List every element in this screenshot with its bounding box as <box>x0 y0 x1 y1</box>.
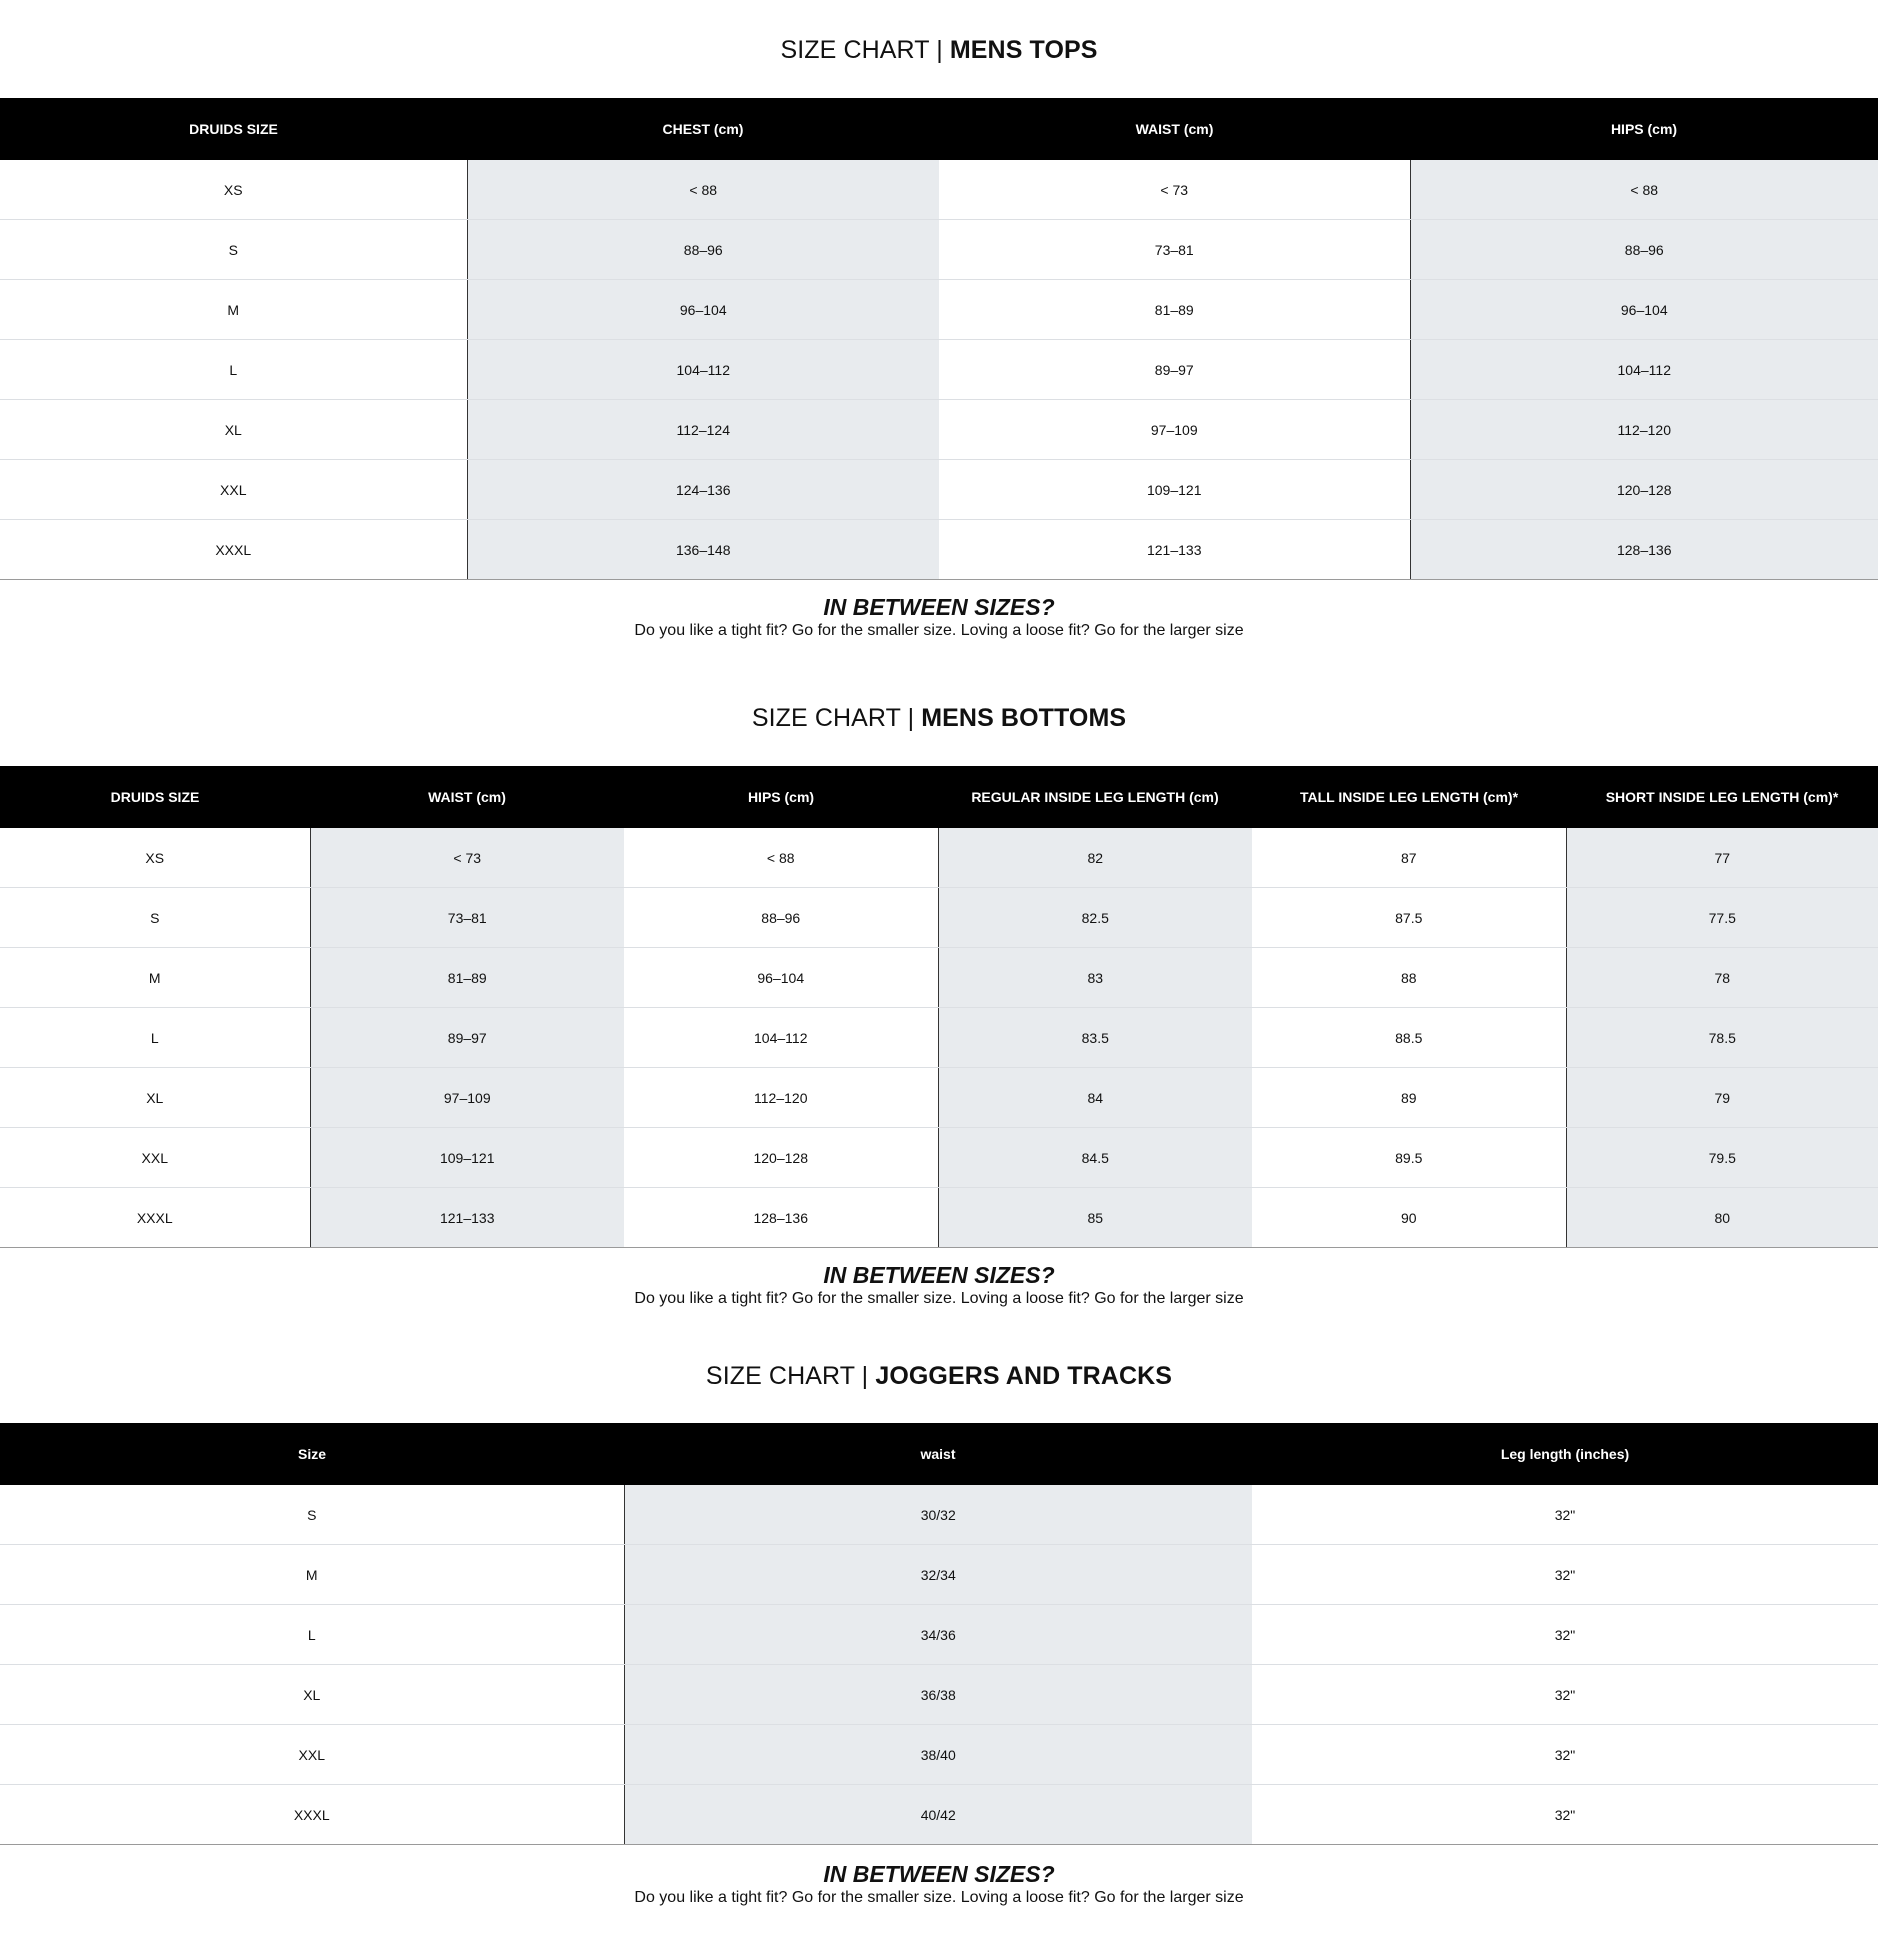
table-cell: S <box>0 220 467 280</box>
table-cell: M <box>0 1545 624 1605</box>
table-cell: 136–148 <box>467 520 939 580</box>
tops-header-chest: CHEST (cm) <box>467 98 939 160</box>
table-cell: 79 <box>1566 1068 1878 1128</box>
table-row <box>0 1068 1878 1128</box>
bottoms-note-text: Do you like a tight fit? Go for the smaller size. Loving a loose fit? Go for the larger size <box>634 1290 1244 1307</box>
table-cell: 109–121 <box>310 1128 624 1188</box>
table-cell: 96–104 <box>467 280 939 340</box>
table-cell: < 73 <box>310 828 624 888</box>
table-cell: 104–112 <box>467 340 939 400</box>
table-cell: M <box>0 948 310 1008</box>
table-cell: 89–97 <box>939 340 1410 400</box>
table-cell: 109–121 <box>939 460 1410 520</box>
tops-header-hips: HIPS (cm) <box>1410 98 1878 160</box>
table-cell: 73–81 <box>310 888 624 948</box>
table-cell: < 88 <box>467 160 939 220</box>
table-row <box>0 1725 1878 1785</box>
bottoms-header-hips: HIPS (cm) <box>624 766 938 828</box>
tops-title <box>0 35 1878 65</box>
table-cell: S <box>0 888 310 948</box>
table-cell: 40/42 <box>624 1785 1252 1845</box>
table-cell: 112–120 <box>1410 400 1878 460</box>
table-row <box>0 1785 1878 1845</box>
table-cell: 77.5 <box>1566 888 1878 948</box>
table-cell: 90 <box>1252 1188 1566 1248</box>
table-cell: 87 <box>1252 828 1566 888</box>
tops-note <box>0 594 1878 641</box>
table-cell: XXXL <box>0 1188 310 1248</box>
table-cell: 38/40 <box>624 1725 1252 1785</box>
table-cell: 32/34 <box>624 1545 1252 1605</box>
table-cell: 128–136 <box>1410 520 1878 580</box>
table-cell: < 73 <box>939 160 1410 220</box>
tops-title-prefix: SIZE CHART | <box>780 36 950 64</box>
tops-title-bold: MENS TOPS <box>949 36 1098 64</box>
table-cell: 88–96 <box>467 220 939 280</box>
table-row <box>0 888 1878 948</box>
table-cell: 88 <box>1252 948 1566 1008</box>
joggers-title <box>0 1361 1878 1391</box>
table-cell: L <box>0 340 467 400</box>
table-cell: 36/38 <box>624 1665 1252 1725</box>
table-cell: XXL <box>0 460 467 520</box>
table-cell: 96–104 <box>624 948 938 1008</box>
bottoms-note-title: IN BETWEEN SIZES? <box>823 1262 1055 1288</box>
table-row <box>0 828 1878 888</box>
table-cell: 124–136 <box>467 460 939 520</box>
table-cell: 128–136 <box>624 1188 938 1248</box>
table-cell: 85 <box>938 1188 1252 1248</box>
table-cell: S <box>0 1485 624 1545</box>
joggers-header-waist: waist <box>624 1423 1252 1485</box>
table-cell: 88–96 <box>624 888 938 948</box>
joggers-note <box>0 1861 1878 1908</box>
table-cell: 73–81 <box>939 220 1410 280</box>
tops-header-waist: WAIST (cm) <box>939 98 1410 160</box>
table-cell: XS <box>0 160 467 220</box>
table-cell: 97–109 <box>939 400 1410 460</box>
table-cell: 97–109 <box>310 1068 624 1128</box>
table-cell: < 88 <box>1410 160 1878 220</box>
bottoms-header-size: DRUIDS SIZE <box>0 766 310 828</box>
bottoms-table <box>0 766 1878 1248</box>
table-cell: 32" <box>1252 1545 1878 1605</box>
table-cell: 84 <box>938 1068 1252 1128</box>
tops-header-size: DRUIDS SIZE <box>0 98 467 160</box>
table-cell: 32" <box>1252 1605 1878 1665</box>
joggers-header-row <box>0 1423 1878 1485</box>
table-row <box>0 460 1878 520</box>
table-cell: 121–133 <box>939 520 1410 580</box>
table-cell: XS <box>0 828 310 888</box>
table-cell: 89.5 <box>1252 1128 1566 1188</box>
table-cell: 88.5 <box>1252 1008 1566 1068</box>
tops-note-title: IN BETWEEN SIZES? <box>823 594 1055 620</box>
table-cell: 112–124 <box>467 400 939 460</box>
table-row <box>0 1188 1878 1248</box>
table-cell: XXXL <box>0 520 467 580</box>
table-row <box>0 160 1878 220</box>
bottoms-header-waist: WAIST (cm) <box>310 766 624 828</box>
table-cell: 87.5 <box>1252 888 1566 948</box>
table-cell: 81–89 <box>310 948 624 1008</box>
joggers-title-prefix: SIZE CHART | <box>705 1362 876 1390</box>
bottoms-header-short-leg: SHORT INSIDE LEG LENGTH (cm)* <box>1566 766 1878 828</box>
table-cell: 112–120 <box>624 1068 938 1128</box>
table-cell: 80 <box>1566 1188 1878 1248</box>
bottoms-header-regular-leg: REGULAR INSIDE LEG LENGTH (cm) <box>938 766 1252 828</box>
table-cell: 79.5 <box>1566 1128 1878 1188</box>
table-cell: XL <box>0 400 467 460</box>
table-cell: 81–89 <box>939 280 1410 340</box>
bottoms-title <box>0 703 1878 733</box>
table-cell: 82.5 <box>938 888 1252 948</box>
joggers-table <box>0 1423 1878 1845</box>
tops-note-text: Do you like a tight fit? Go for the smaller size. Loving a loose fit? Go for the larger size <box>634 622 1244 639</box>
tops-header-row <box>0 98 1878 160</box>
table-cell: XL <box>0 1665 624 1725</box>
table-cell: L <box>0 1008 310 1068</box>
table-cell: 96–104 <box>1410 280 1878 340</box>
table-row <box>0 400 1878 460</box>
table-cell: 32" <box>1252 1785 1878 1845</box>
table-row <box>0 1485 1878 1545</box>
table-row <box>0 520 1878 580</box>
joggers-note-text: Do you like a tight fit? Go for the smaller size. Loving a loose fit? Go for the larger size <box>634 1889 1244 1906</box>
table-cell: 121–133 <box>310 1188 624 1248</box>
table-cell: 32" <box>1252 1665 1878 1725</box>
table-cell: XXXL <box>0 1785 624 1845</box>
table-row <box>0 340 1878 400</box>
table-cell: 32" <box>1252 1485 1878 1545</box>
table-cell: 104–112 <box>1410 340 1878 400</box>
table-cell: 89–97 <box>310 1008 624 1068</box>
bottoms-header-row <box>0 766 1878 828</box>
table-row <box>0 280 1878 340</box>
table-cell: 88–96 <box>1410 220 1878 280</box>
bottoms-header-tall-leg: TALL INSIDE LEG LENGTH (cm)* <box>1252 766 1566 828</box>
joggers-header-leg-length: Leg length (inches) <box>1252 1423 1878 1485</box>
table-cell: 120–128 <box>624 1128 938 1188</box>
joggers-title-bold: JOGGERS AND TRACKS <box>875 1362 1173 1390</box>
table-cell: 34/36 <box>624 1605 1252 1665</box>
table-cell: < 88 <box>624 828 938 888</box>
table-cell: 78 <box>1566 948 1878 1008</box>
table-row <box>0 1665 1878 1725</box>
table-cell: XXL <box>0 1725 624 1785</box>
table-cell: 83 <box>938 948 1252 1008</box>
joggers-header-size: Size <box>0 1423 624 1485</box>
table-cell: XXL <box>0 1128 310 1188</box>
table-cell: 77 <box>1566 828 1878 888</box>
table-cell: 120–128 <box>1410 460 1878 520</box>
table-row <box>0 1545 1878 1605</box>
table-row <box>0 1128 1878 1188</box>
table-cell: 104–112 <box>624 1008 938 1068</box>
table-row <box>0 220 1878 280</box>
table-cell: XL <box>0 1068 310 1128</box>
table-cell: 82 <box>938 828 1252 888</box>
bottoms-title-bold: MENS BOTTOMS <box>921 704 1127 732</box>
table-cell: M <box>0 280 467 340</box>
table-cell: 83.5 <box>938 1008 1252 1068</box>
table-cell: 32" <box>1252 1725 1878 1785</box>
table-row <box>0 1605 1878 1665</box>
table-cell: 89 <box>1252 1068 1566 1128</box>
bottoms-note <box>0 1262 1878 1309</box>
joggers-note-title: IN BETWEEN SIZES? <box>823 1861 1055 1887</box>
table-cell: 78.5 <box>1566 1008 1878 1068</box>
tops-table <box>0 98 1878 580</box>
table-cell: L <box>0 1605 624 1665</box>
bottoms-title-prefix: SIZE CHART | <box>751 704 922 732</box>
table-cell: 30/32 <box>624 1485 1252 1545</box>
table-cell: 84.5 <box>938 1128 1252 1188</box>
table-row <box>0 948 1878 1008</box>
table-row <box>0 1008 1878 1068</box>
